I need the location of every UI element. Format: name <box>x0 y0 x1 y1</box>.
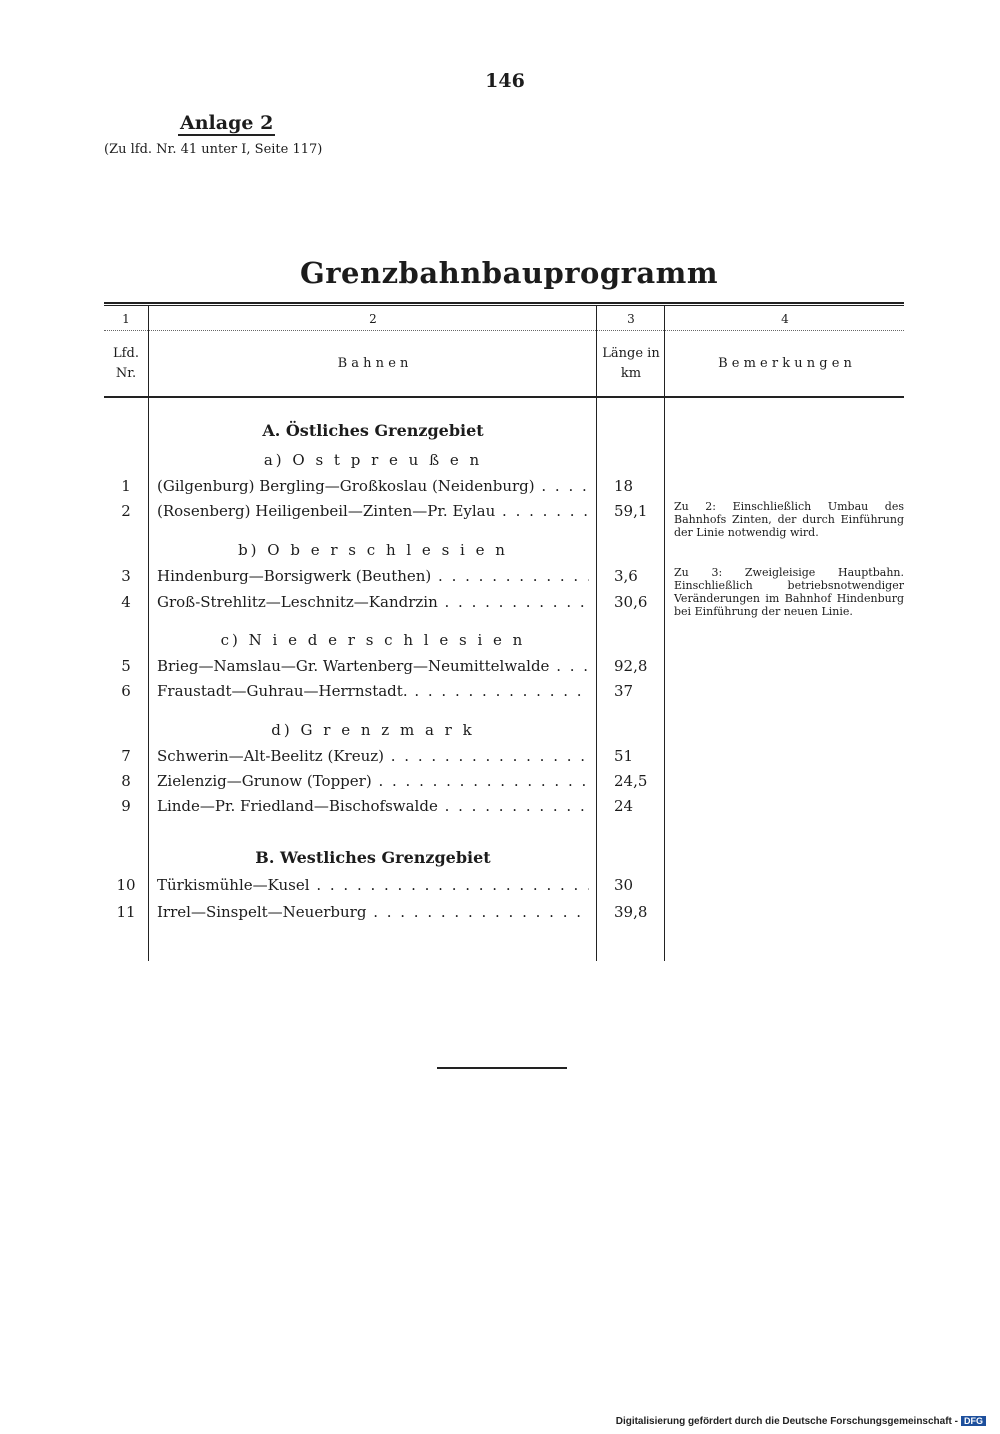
header-laenge <box>598 344 664 384</box>
table-top-rule-thin <box>104 305 904 306</box>
row-number: 9 <box>121 797 131 815</box>
digitization-footer <box>616 1416 986 1427</box>
column-number-1: 1 <box>122 312 130 326</box>
header-laenge-unit: km <box>620 366 642 381</box>
header-lfd: Lfd. <box>113 346 139 361</box>
header-lfd-nr <box>104 344 148 384</box>
closing-rule <box>437 1067 567 1069</box>
annex-title: Anlage 2 <box>180 112 274 134</box>
railway-length: 51 <box>614 747 634 765</box>
table-top-rule <box>104 302 904 304</box>
row-number: 3 <box>121 567 131 585</box>
railway-length: 59,1 <box>614 502 648 520</box>
document-title: Grenzbahnbauprogramm <box>300 256 719 290</box>
subsection-grenzmark: d) G r e n z m a r k <box>271 721 475 739</box>
header-nr: Nr. <box>115 366 137 381</box>
railway-name: Türkismühle—Kusel . . . <box>157 876 589 894</box>
railway-length: 24,5 <box>614 772 648 790</box>
railway-name: (Gilgenburg) Bergling—Großkoslau (Neidenburg) . . . <box>157 477 589 495</box>
column-number-3: 3 <box>627 312 635 326</box>
section-title-west: B. Westliches Grenzgebiet <box>255 848 491 867</box>
row-number: 11 <box>116 903 136 921</box>
railway-name: Brieg—Namslau—Gr. Wartenberg—Neumittelwalde . . . <box>157 657 589 675</box>
dfg-logo-icon: DFG <box>961 1416 986 1426</box>
railway-length: 24 <box>614 797 634 815</box>
railway-length: 3,6 <box>614 567 638 585</box>
remark-row-2: Zu 2: Einschließlich Umbau des Bahnhofs Zinten, der durch Einführung der Linie notwendig wird. <box>674 500 904 539</box>
column-number-4: 4 <box>781 312 789 326</box>
row-number: 10 <box>116 876 136 894</box>
row-number: 7 <box>121 747 131 765</box>
annex-reference: (Zu lfd. Nr. 41 unter I, Seite 117) <box>104 142 323 157</box>
subsection-niederschlesien: c) N i e d e r s c h l e s i e n <box>220 631 526 649</box>
column-divider-2 <box>596 306 597 961</box>
row-number: 4 <box>121 593 131 611</box>
railway-name: Hindenburg—Borsigwerk (Beuthen) . . . <box>157 567 589 585</box>
column-number-2: 2 <box>369 312 377 326</box>
railway-name: Groß-Strehlitz—Leschnitz—Kandrzin . . . <box>157 593 589 611</box>
railway-name: Irrel—Sinspelt—Neuerburg . . . <box>157 903 589 921</box>
railway-length: 37 <box>614 682 634 700</box>
railway-name: Zielenzig—Grunow (Topper) . . . <box>157 772 589 790</box>
remark-row-3: Zu 3: Zweigleisige Hauptbahn. Einschließlich betriebsnotwendiger Veränderungen im Bahnhof Hindenburg bei Einführung der neuen Linie. <box>674 566 904 618</box>
row-number: 1 <box>121 477 131 495</box>
railway-name: Linde—Pr. Friedland—Bischofswalde . . . <box>157 797 589 815</box>
subsection-oberschlesien: b) O b e r s c h l e s i e n <box>238 541 508 559</box>
subsection-ostpreussen: a) O s t p r e u ß e n <box>263 451 483 469</box>
row-number: 5 <box>121 657 131 675</box>
railway-name: Schwerin—Alt-Beelitz (Kreuz) . . . <box>157 747 589 765</box>
railway-length: 30 <box>614 876 634 894</box>
section-title-east: A. Östliches Grenzgebiet <box>262 421 484 440</box>
page-number: 146 <box>485 70 525 92</box>
header-bemerkungen: B e m e r k u n g e n <box>718 356 852 371</box>
header-laenge-line1: Länge in <box>602 346 660 361</box>
row-number: 8 <box>121 772 131 790</box>
railway-length: 39,8 <box>614 903 648 921</box>
railway-name: (Rosenberg) Heiligenbeil—Zinten—Pr. Eylau . . . <box>157 502 589 520</box>
row-number: 6 <box>121 682 131 700</box>
railway-length: 30,6 <box>614 593 648 611</box>
railway-length: 92,8 <box>614 657 648 675</box>
header-bottom-rule <box>104 396 904 398</box>
column-number-divider <box>104 330 904 331</box>
footer-text: Digitalisierung gefördert durch die Deutsche Forschungsgemeinschaft - <box>615 1416 958 1427</box>
header-bahnen: B a h n e n <box>337 356 409 371</box>
railway-name: Fraustadt—Guhrau—Herrnstadt. . . . <box>157 682 589 700</box>
railway-length: 18 <box>614 477 634 495</box>
column-divider-3 <box>664 306 665 961</box>
column-divider-1 <box>148 306 149 961</box>
row-number: 2 <box>121 502 131 520</box>
